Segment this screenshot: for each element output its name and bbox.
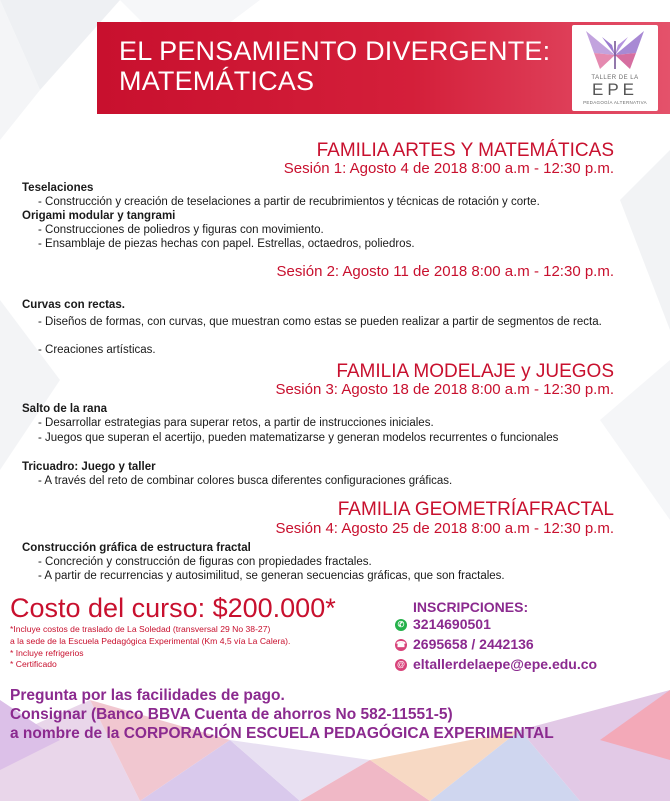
session-3: Sesión 3: Agosto 18 de 2018 8:00 a.m - 12:30 p.m.: [275, 381, 614, 398]
whatsapp-number: 3214690501: [413, 616, 491, 632]
family-title-3: FAMILIA GEOMETRÍAFRACTAL: [337, 499, 614, 520]
topic-title: Teselaciones: [22, 182, 94, 194]
topic-item: - Concreción y construcción de figuras con propiedades fractales.: [38, 556, 372, 568]
family-title-2: FAMILIA MODELAJE y JUEGOS: [336, 361, 614, 382]
topic-item: - Construcción y creación de teselaciones a partir de recubrimientos y técnicas de rotación y corte.: [38, 196, 540, 208]
topic-title: Salto de la rana: [22, 403, 108, 415]
butterfly-icon: [572, 25, 658, 77]
cost-note: *Incluye costos de traslado de La Soledad (transversal 29 No 38-27): [10, 624, 271, 634]
epe-logo: [572, 25, 658, 111]
email-contact[interactable]: [395, 656, 597, 673]
phone-numbers: 2695658 / 2442136: [413, 636, 534, 652]
topic-item: - Creaciones artísticas.: [38, 344, 156, 356]
title-line-1: EL PENSAMIENTO DIVERGENTE:: [119, 36, 551, 66]
topic-title: Tricuadro: Juego y taller: [22, 461, 156, 473]
logo-bottom-text: PEDAGOGÍA ALTERNATIVA: [583, 100, 647, 105]
phone-contact[interactable]: [395, 636, 534, 653]
email-icon: @: [395, 659, 407, 671]
topic-item: - Juegos que superan el acertijo, pueden matematizarse y generan modelos recurrentes o funcionales: [38, 432, 559, 444]
session-1: Sesión 1: Agosto 4 de 2018 8:00 a.m - 12:30 p.m.: [283, 160, 614, 177]
whatsapp-contact[interactable]: [395, 616, 491, 633]
logo-top-text: TALLER DE LA: [591, 75, 639, 81]
topic-title: Construcción gráfica de estructura fractal: [22, 542, 251, 554]
session-4: Sesión 4: Agosto 25 de 2018 8:00 a.m - 12:30 p.m.: [275, 520, 614, 537]
page-title: [119, 36, 550, 96]
session-2: Sesión 2: Agosto 11 de 2018 8:00 a.m - 12:30 p.m.: [276, 263, 614, 280]
topic-title: Curvas con rectas.: [22, 299, 125, 311]
registration-title: INSCRIPCIONES:: [413, 599, 529, 615]
phone-icon: ☎: [396, 639, 406, 649]
topic-item: - A partir de recurrencias y autosimilitud, se generan secuencias gráficas, que son fractales.: [38, 570, 505, 582]
payment-line-3: a nombre de la CORPORACIÓN ESCUELA PEDAGÓGICA EXPERIMENTAL: [10, 725, 554, 742]
logo-main-text: EPE: [591, 80, 639, 99]
title-line-2: MATEMÁTICAS: [119, 66, 315, 96]
topic-item: - Ensamblaje de piezas hechas con papel. Estrellas, octaedros, poliedros.: [38, 238, 415, 250]
whatsapp-icon: ✆: [395, 619, 407, 631]
family-title-1: FAMILIA ARTES Y MATEMÁTICAS: [316, 140, 614, 161]
cost-note: * Incluye refrigerios: [10, 648, 84, 658]
payment-line-1: Pregunta por las facilidades de pago.: [10, 687, 285, 704]
topic-title: Origami modular y tangrami: [22, 210, 176, 222]
payment-line-2: Consignar (Banco BBVA Cuenta de ahorros No 582-11551-5): [10, 706, 453, 723]
course-cost: Costo del curso: $200.000*: [10, 593, 336, 623]
cost-note: * Certificado: [10, 659, 57, 669]
topic-item: - Diseños de formas, con curvas, que muestran como estas se pueden realizar a partir de segmentos de recta.: [38, 316, 602, 328]
email-address: eltallerdelaepe@epe.edu.co: [413, 656, 598, 672]
topic-item: - Desarrollar estrategias para superar retos, a partir de instrucciones iniciales.: [38, 417, 434, 429]
topic-item: - A través del reto de combinar colores busca diferentes configuraciones gráficas.: [38, 475, 453, 487]
header-banner: [97, 22, 670, 114]
topic-item: - Construcciones de poliedros y figuras con movimiento.: [38, 224, 324, 236]
cost-note: a la sede de la Escuela Pedagógica Experimental (Km 4,5 vía La Calera).: [10, 636, 291, 646]
